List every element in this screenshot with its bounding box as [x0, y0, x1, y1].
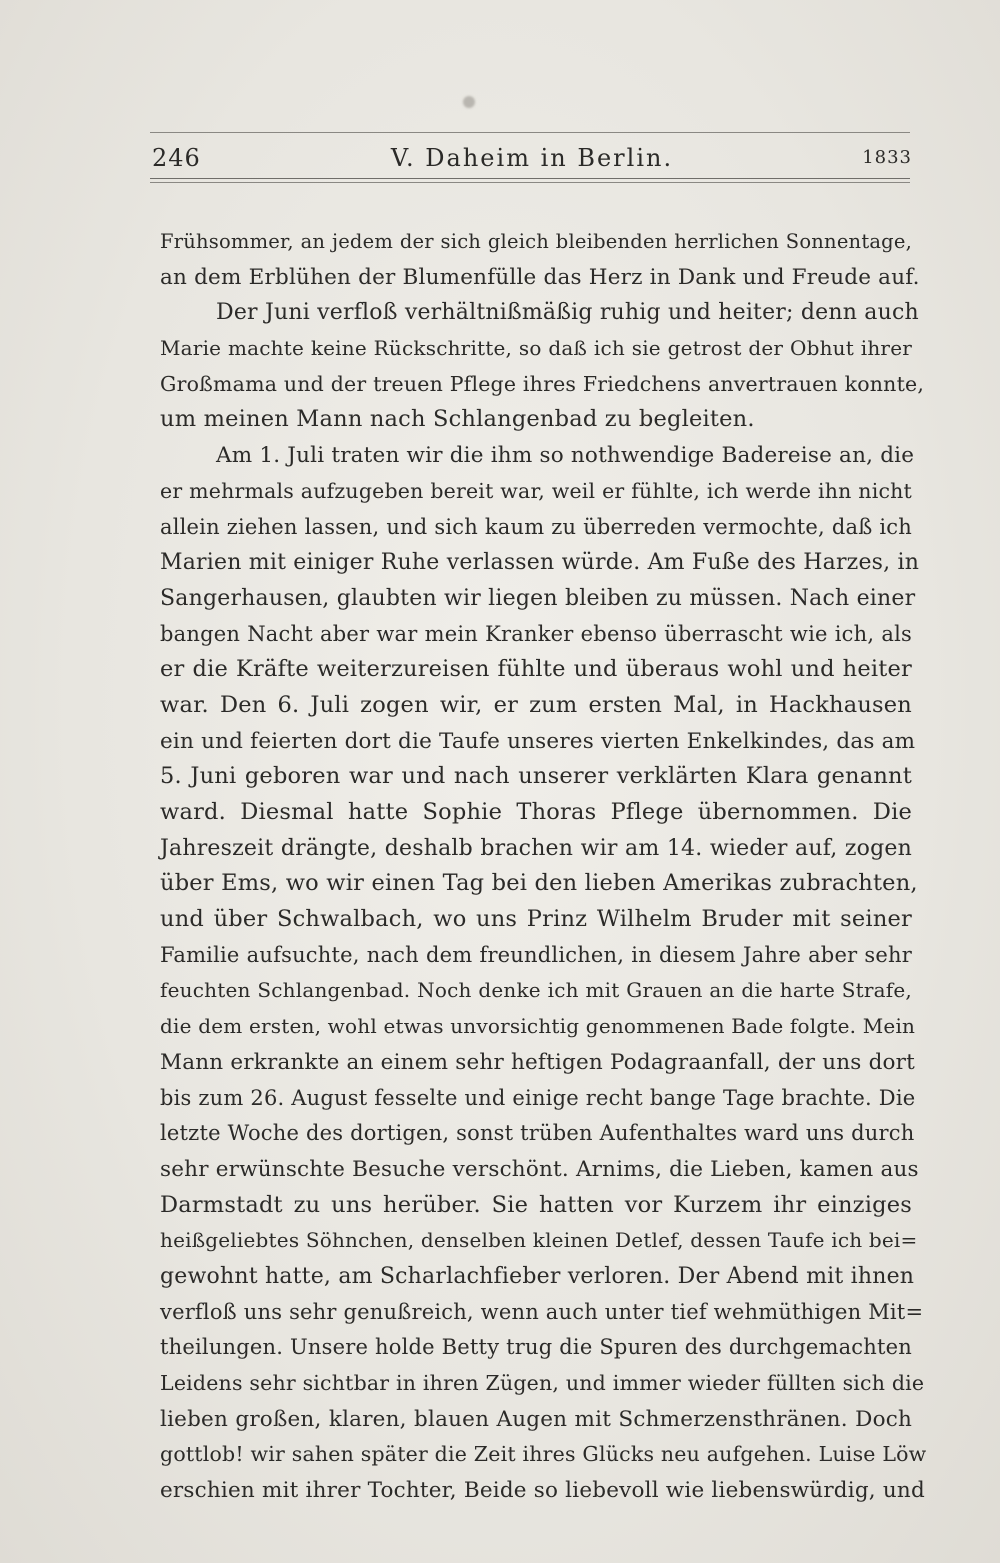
- text-line: die dem ersten, wohl etwas unvorsichtig genommenen Bade folgte. Mein: [160, 1014, 916, 1039]
- page-number: 246: [152, 144, 201, 172]
- text-line: und über Schwalbach, wo uns Prinz Wilhelm Bruder mit seiner: [160, 906, 912, 933]
- text-line: lieben großen, klaren, blauen Augen mit Schmerzensthränen. Doch: [160, 1406, 912, 1432]
- text-line: Familie aufsuchte, nach dem freundlichen, in diesem Jahre aber sehr: [160, 942, 912, 967]
- text-line: Marien mit einiger Ruhe verlassen würde. Am Fuße des Harzes, in: [160, 550, 920, 576]
- text-line: über Ems, wo wir einen Tag bei den lieben Amerikas zubrachten,: [160, 870, 918, 897]
- text-line: 5. Juni geboren war und nach unserer verklärten Klara genannt: [160, 763, 912, 790]
- text-line: um meinen Mann nach Schlangenbad zu begleiten.: [160, 406, 755, 433]
- text-line: verfloß uns sehr genußreich, wenn auch unter tief wehmüthigen Mit=: [160, 1299, 924, 1324]
- header-rule-bottom: [150, 178, 910, 183]
- text-line: allein ziehen lassen, und sich kaum zu überreden vermochte, daß ich: [160, 514, 912, 539]
- header-rule-top: [150, 132, 910, 133]
- text-line: ein und feierten dort die Taufe unseres vierten Enkelkindes, das am: [160, 728, 916, 754]
- text-line: Leidens sehr sichtbar in ihren Zügen, und immer wieder füllten sich die: [160, 1371, 925, 1395]
- text-line: an dem Erblühen der Blumenfülle das Herz in Dank und Freude auf.: [160, 264, 920, 290]
- text-line: Frühsommer, an jedem der sich gleich bleibenden herrlichen Sonnentage,: [160, 230, 912, 253]
- text-line: letzte Woche des dortigen, sonst trüben Aufenthaltes ward uns durch: [160, 1121, 915, 1146]
- text-line: ward. Diesmal hatte Sophie Thoras Pflege übernommen. Die: [160, 799, 912, 825]
- text-line: feuchten Schlangenbad. Noch denke ich mit Grauen an die harte Strafe,: [160, 978, 912, 1003]
- text-line: Sangerhausen, glaubten wir liegen bleiben zu müssen. Nach einer: [160, 585, 916, 611]
- text-line: gottlob! wir sahen später die Zeit ihres Glücks neu aufgehen. Luise Löw: [160, 1442, 927, 1467]
- header-year: 1833: [862, 147, 912, 168]
- text-line: Am 1. Juli traten wir die ihm so nothwendige Badereise an, die: [216, 443, 915, 469]
- text-line: Der Juni verfloß verhältnißmäßig ruhig und heiter; denn auch: [216, 300, 919, 326]
- text-line: sehr erwünschte Besuche verschönt. Arnims, die Lieben, kamen aus: [160, 1156, 919, 1182]
- text-line: war. Den 6. Juli zogen wir, er zum ersten Mal, in Hackhausen: [160, 691, 912, 718]
- text-line: Mann erkrankte an einem sehr heftigen Podagraanfall, der uns dort: [160, 1049, 916, 1075]
- text-line: Großmama und der treuen Pflege ihres Friedchens anvertrauen konnte,: [160, 371, 925, 396]
- text-line: bis zum 26. August fesselte und einige recht bange Tage brachte. Die: [160, 1085, 916, 1110]
- paper-speck: [463, 96, 475, 108]
- text-line: bangen Nacht aber war mein Kranker ebenso überrascht wie ich, als: [160, 621, 912, 646]
- text-line: er mehrmals aufzugeben bereit war, weil er fühlte, ich werde ihn nicht: [160, 478, 912, 503]
- text-line: Jahreszeit drängte, deshalb brachen wir am 14. wieder auf, zogen: [160, 835, 912, 861]
- body-text: [160, 224, 927, 1509]
- text-line: Darmstadt zu uns herüber. Sie hatten vor Kurzem ihr einziges: [160, 1191, 912, 1218]
- text-line: erschien mit ihrer Tochter, Beide so liebevoll wie liebenswürdig, und: [160, 1478, 925, 1504]
- text-line: er die Kräfte weiterzureisen fühlte und überaus wohl und heiter: [160, 656, 912, 683]
- running-header: [152, 142, 912, 174]
- text-line: heißgeliebtes Söhnchen, denselben kleinen Detlef, dessen Taufe ich bei=: [160, 1228, 918, 1253]
- text-line: Marie machte keine Rückschritte, so daß ich sie getrost der Obhut ihrer: [160, 336, 912, 361]
- text-line: theilungen. Unsere holde Betty trug die Spuren des durchgemachten: [160, 1335, 912, 1360]
- running-title: V. Daheim in Berlin.: [390, 144, 674, 172]
- text-line: gewohnt hatte, am Scharlachfieber verloren. Der Abend mit ihnen: [160, 1263, 915, 1289]
